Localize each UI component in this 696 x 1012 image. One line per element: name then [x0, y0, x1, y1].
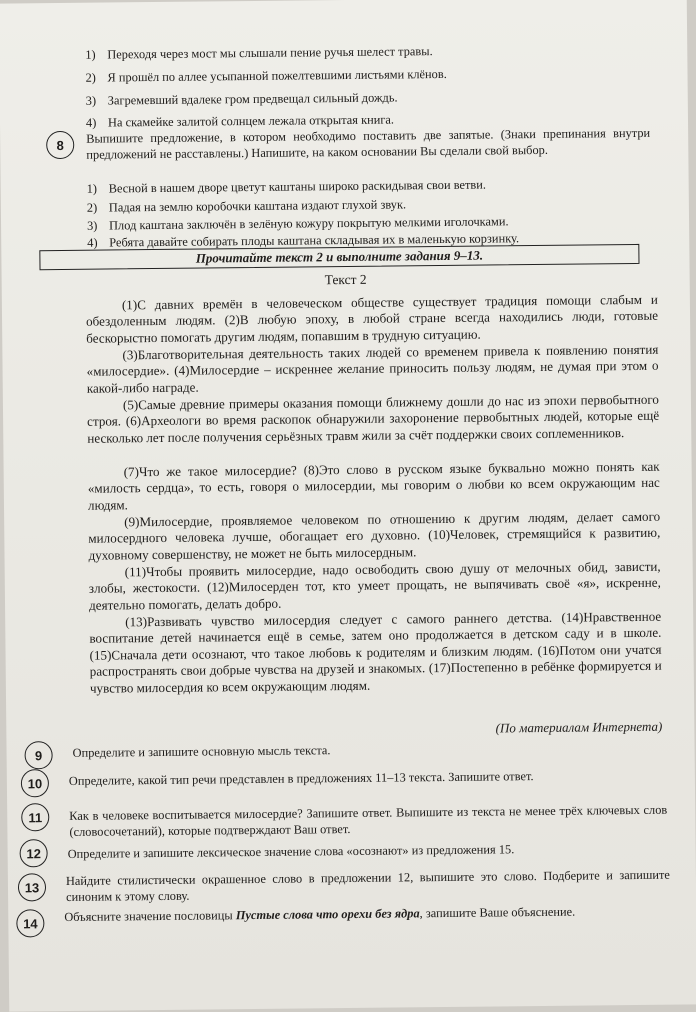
paragraph-2: (3)Благотворительная деятельность таких людей со временем привела к появлению понятия «милосердие». (4)Милосердие – искреннее желание приносить пользу людям, не думая при этом о какой-либо награде. — [86, 341, 659, 396]
q8-option-3: 3) Плод каштана заключён в зелёную кожуру покрытую мелкими иголочками. — [86, 214, 509, 233]
paragraph-4: (7)Что же такое милосердие? (8)Это слово в русском языке буквально можно понять как «милость сердца», то есть, говоря о милосердии, мы говорим о любви ко всем окружающим нас людям. — [87, 458, 660, 513]
paragraph-3: (5)Самые древние примеры оказания помощи ближнему дошли до нас из эпохи первобытного строя. (6)Археологи во время раскопок обнаружили захоронение первобытных людей, которые ещё несколько лет после получения серьёзных травм жили за счёт поддержки своих соплеменников. — [87, 391, 660, 446]
q7-option-2: 2) Я прошёл по аллее усыпанной пожелтевшими листьями клёнов. — [85, 66, 447, 85]
question-number-11: 11 — [21, 803, 49, 831]
q7-option-3: 3) Загремевший вдалеке гром предвещал сильный дождь. — [85, 90, 398, 108]
text-title: Текст 2 — [324, 271, 367, 288]
question-number-9: 9 — [24, 741, 52, 769]
paragraph-6: (11)Чтобы проявить милосердие, надо освободить свою душу от мелочных обид, зависти, злобы, жестокости. (12)Милосерден тот, кто умеет прощать, не выпячивать своё «я», искренне, деятельно помогать, делать добро. — [88, 558, 661, 613]
question-number-12: 12 — [19, 839, 47, 867]
question-number-13: 13 — [18, 873, 46, 901]
proverb-text: Пустые слова что орехи без ядра — [235, 906, 420, 923]
question-9-text: Определите и запишите основную мысль текста. — [72, 743, 331, 760]
question-11-text: Как в человеке воспитывается милосердие? Запишите ответ. Выпишите из текста не менее трёх ключевых слов (словосочетаний), которые подтверждают Ваш ответ. — [69, 802, 668, 839]
q7-option-1: 1) Переходя через мост мы слышали пение ручья шелест травы. — [85, 44, 433, 62]
question-13-text: Найдите стилистически окрашенное слово в предложении 12, выпишите это слово. Подберите и запишите синоним к этому слову. — [65, 867, 670, 904]
question-number-14: 14 — [16, 909, 44, 937]
paragraph-1: (1)С давних времён в человеческом обществе существует традиция помощи слабым и обездоленным людям. (2)В любую эпоху, в любой стране всегда находились люди, готовые бескорыстно помогать другим людям, попавшим в трудную ситуацию. — [85, 291, 659, 346]
q8-option-4: 4) Ребята давайте собирать плоды каштана складывая их в маленькую корзинку. — [87, 231, 520, 250]
q7-option-4: 4) На скамейке залитой солнцем лежала открытая книга. — [85, 112, 395, 130]
paragraph-5: (9)Милосердие, проявляемое человеком по отношению к другим людям, делает самого милосердного человека лучше, обогащает его духовно. (10)Человек, стремящийся к развитию, духовному совершенству, не может не быть милосердным. — [88, 508, 661, 563]
question-10-text: Определите, какой тип речи представлен в предложениях 11–13 текста. Запишите ответ. — [68, 769, 534, 788]
q8-option-1: 1) Весной в нашем дворе цветут каштаны широко раскидывая свои ветви. — [86, 177, 487, 196]
text-source: (По материалам Интернета) — [495, 718, 663, 736]
paragraph-7: (13)Развивать чувство милосердия следует с самого раннего детства. (14)Нравственное воспитание детей начинается ещё в семье, затем оно продолжается в детском саду и в школе. (15)Сначала дети осознают, что такое любовь к родителям и близким людям. (16)Потом они учатся распространять свои добрые чувства на друзей и знакомых. (17)Постепенно в ребёнке формируется и чувство милосердия ко всем окружающим людям. — [89, 608, 662, 696]
question-8-text: Выпишите предложение, в котором необходимо поставить две запятые. (Знаки препинания внутри предложений не расставлены.) Напишите, на каком основании Вы сделали свой выбор. — [86, 125, 651, 162]
instruction-banner: Прочитайте текст 2 и выполните задания 9–13. — [39, 244, 639, 270]
question-14-text: Объясните значение пословицы Пустые слова что орехи без ядра, запишите Ваше объяснение. — [64, 904, 576, 924]
q8-option-2: 2) Падая на землю коробочки каштана издают глухой звук. — [86, 197, 407, 215]
question-number-8: 8 — [46, 131, 74, 159]
question-12-text: Определите и запишите лексическое значение слова «осознают» из предложения 15. — [67, 842, 515, 861]
question-number-10: 10 — [21, 769, 49, 797]
